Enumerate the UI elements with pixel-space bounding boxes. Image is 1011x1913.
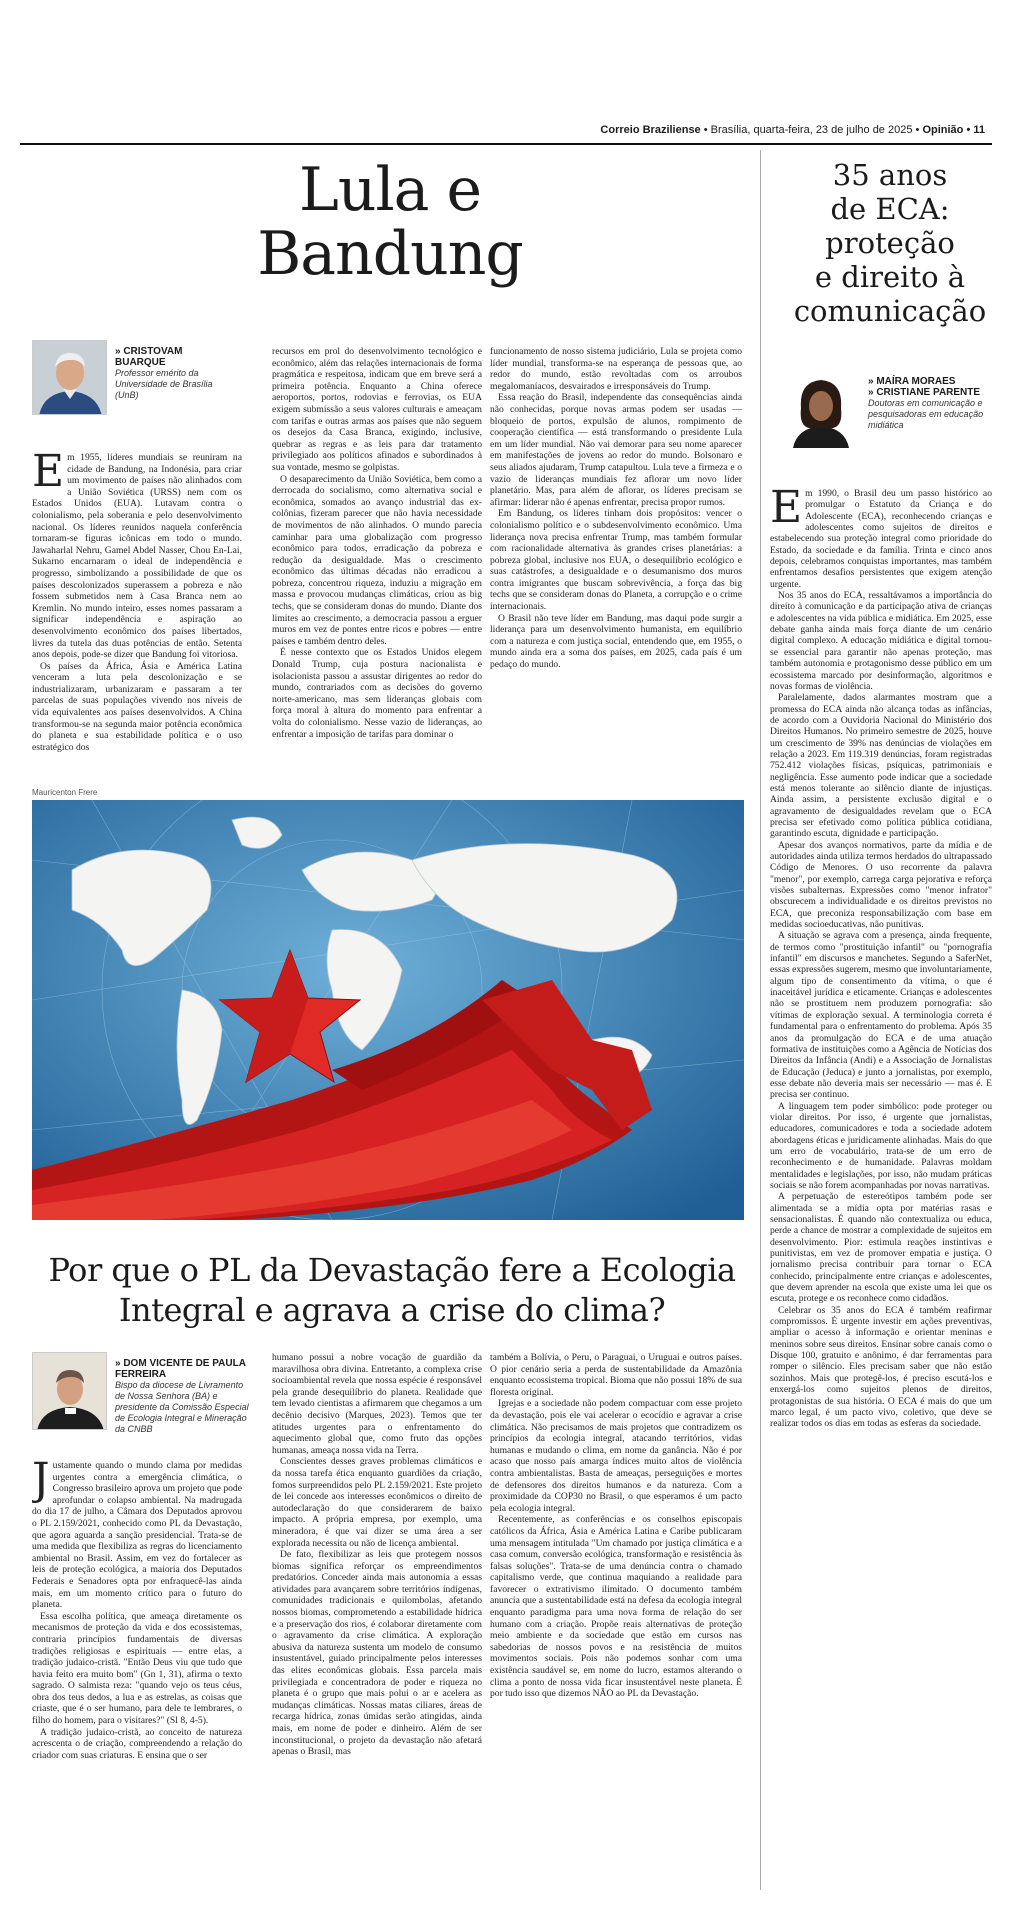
paragraph: Nos 35 anos do ECA, ressaltávamos a importância do direito à comunicação e da participação ativa de crianças e adolescentes na vida pública e midiática. Em 2025, esse debate ganha ainda mais força diante de um cenário digital complexo. A educação midiática e digital tornou-se essencial para garantir não apenas proteção, mas também autonomia e protagonismo desse público em um ecossistema marcado por desinformação, algoritmos e novas formas de violência.: [770, 590, 992, 692]
author-photo-maira-cristiane: [785, 368, 857, 448]
paragraph: Paralelamente, dados alarmantes mostram que a promessa do ECA ainda não alcança todas as infâncias, de acordo com a Ouvidoria Nacional do Ministério dos Direitos Humanos. No primeiro semestre de 2025, houve um crescimento de 39% nas denúncias de violações em relação a 2023. Em 119.319 denúncias, foram registradas 752.412 violações físicas, psíquicas, patrimoniais e negligência. Esse aumento pode indicar que a sociedade está menos tolerante ao silêncio diante de injustiças. Ainda assim, a persistente exclusão digital e o agravamento de desigualdades revelam que o ECA precisa ser efetivado como política pública cotidiana, garantindo escuta, dignidade e participação.: [770, 692, 992, 840]
paragraph: A tradição judaico-cristã, ao conceito de natureza acrescenta o de criação, compreendendo a relação do criador com suas criaturas. E ensina que o ser: [32, 1726, 242, 1761]
running-header: [250, 124, 985, 142]
drop-cap: E: [32, 452, 65, 497]
author-photo-dom-vicente: [32, 1352, 107, 1430]
illustration-map-star-flag: [32, 800, 744, 1220]
headline-line: proteção: [825, 226, 955, 260]
author-name: » CRISTOVAM BUARQUE: [115, 346, 183, 368]
article1-column-1: [32, 452, 242, 787]
paragraph: Conscientes desses graves problemas climáticos e da nossa tarefa ética enquanto guardiões da criação, fomos surpreendidos pelo PL 2.159/2021. Este projeto de lei concede aos interesses econômicos o direito de autodeclaração do que considerarem de baixo impacto. A própria empresa, por exemplo, uma mineradora, é que vai dizer se uma área a ser explorada necessita ou não de licença ambiental.: [272, 1456, 482, 1549]
paragraph: Em Bandung, os líderes tinham dois propósitos: vencer o colonialismo político e o subdesenvolvimento econômico. Uma liderança nova precisa enfrentar Trump, mas também formular com racionalidade alternativa às grandes crises planetárias: a pobreza global, inclusive nos EUA, o desequilíbrio ecológico e suas catástrofes, a desigualdade e o desumanismo dos muros contra imigrantes que buscam sobrevivência, a força das big techs que se consideram donas do Planeta, a corrupção e o crime internacionais.: [490, 508, 742, 613]
article2-column-1: [32, 1460, 242, 1885]
paragraph: funcionamento de nosso sistema judiciário, Lula se projeta como líder mundial, transforma-se na esperança de pessoas que, ao redor do mundo, estão revoltadas com os arroubos megalomaníacos, desvairados e irresponsáveis do Trump.: [490, 346, 742, 392]
paragraph: O desaparecimento da União Soviética, bem como a derrocada do socialismo, como alternativa social e econômica, somados ao avanço industrial das ex-colônias, fizeram parecer que não havia necessidade de movimentos de não alinhados. O mundo parecia caminhar para uma globalização com progresso econômico para todos, erradicação da pobreza e redução da desigualdade. Mas o crescimento econômico das últimas décadas não erradicou a pobreza, concentrou riqueza, induziu a migração em massa e provocou mudanças climáticas, criou as big techs, que se consideram donas do mundo. Diante dos limites ao crescimento, a democracia passou a erguer muros em vez de pontes entre ricos e pobres — entre países e também dentro deles.: [272, 473, 482, 647]
page-number: • 11: [966, 124, 985, 136]
paragraph: ustamente quando o mundo clama por medidas urgentes contra a emergência climática, o Congresso brasileiro aprova um projeto que pode aprofundar o colapso ambiental. Na madrugada do dia 17 de julho, a Câmara dos Deputados aprovou o PL 2.159/2021, conhecido como PL da Devastação, que agora aguarda a sanção presidencial. Trata-se de uma medida que flexibiliza as regras do licenciamento ambiental no Brasil. Assim, em vez do fortalecer as leis de proteção ecológica, a maioria dos Deputados Federais e Senadores opta por enfraquecê-las ainda mais, em um momento crítico para o futuro do planeta.: [32, 1460, 242, 1611]
paragraph: m 1955, líderes mundiais se reuniram na cidade de Bandung, na Indonésia, para criar um movimento de países não alinhados com a União Soviética (URSS) nem com os Estados Unidos (EUA). Lutavam contra o colonialismo, pela soberania e pelo desenvolvimento nacional. Os líderes reunidos naquela conferência tornaram-se figuras icônicas em todo o mundo. Jawaharlal Nehru, Gamel Abdel Nasser, Chou En-Lai, Sukarno encarnaram o ideal de independência e progresso, simbolizando a possibilidade de que os países descolonizados superassem a pobreza e não fossem submetidos nem à Casa Branca nem ao Kremlin. No mundo inteiro, esses nomes passaram a significar independência e aspiração ao desenvolvimento econômico dos países libertados, livres da tutela das duas potências de então. Setenta anos depois, pode-se dizer que Bandung foi vitoriosa.: [32, 452, 242, 661]
paragraph: De fato, flexibilizar as leis que protegem nossos biomas significa reforçar os empreendimentos predatórios. Conceder ainda mais autonomia a essas atividades para avançarem sobre territórios indígenas, comunidades tradicionais e quilombolas, afetando nossos biomas, comprometendo a estabilidade hídrica e a preservação dos rios, é colaborar diretamente com o agravamento da crise climática. A exploração abusiva da natureza sustenta um modelo de consumo insustentável, guiado principalmente pelos interesses das elites econômicas globais. Essa parcela mais privilegiada e concentradora de poder e riqueza no planeta é o grupo que mais polui o ar e acelera as mudanças climáticas. Nossas matas ciliares, áreas de recarga hídrica, zonas úmidas serão atingidas, ainda mais, em nome de poder e dinheiro. Além de ser inconstitucional, o projeto da devastação não afetará apenas o Brasil, mas: [272, 1549, 482, 1758]
paragraph: também a Bolívia, o Peru, o Paraguai, o Uruguai e outros países. O pior cenário seria a perda de sustentabilidade da Amazônia enquanto ecossistema tropical. Bioma que não possui 18% de sua floresta original.: [490, 1352, 742, 1398]
headline-line: Integral e agrava a crise do clima?: [118, 1291, 666, 1329]
header-rule: [20, 143, 992, 145]
paragraph: recursos em prol do desenvolvimento tecnológico e econômico, além das relações internacionais de forma pragmática e respeitosa, indicam que em breve será a primeira potência. Enquanto a China oferece aeroportos, portos, rodovias e ferrovias, os EUA exigem submissão a seus valores culturais e ameaçam com tarifas e outras armas aos países que não seguem os desejos da Casa Branca, exigindo, inclusive, quebrar as regras e as leis para dar tratamento privilegiado aos políticos afinados e subordinados à sua vontade, mesmo se golpistas.: [272, 346, 482, 473]
article1-column-3: [490, 346, 742, 787]
drop-cap: E: [770, 488, 803, 533]
headline-line: comunicação: [793, 294, 987, 328]
location-date: • Brasília, quarta-feira, 23 de julho de 2025 •: [703, 124, 920, 136]
article2-column-3: [490, 1352, 742, 1885]
byline-maira-cristiane: [868, 376, 993, 431]
article1-headline: [190, 155, 590, 289]
paragraph: Essa escolha política, que ameaça diretamente os mecanismos de proteção da vida e dos ecossistemas, contraria princípios fundamentais de diversas tradições religiosas e espirituais — entre elas, a tradição judaico-cristã. "Então Deus viu que tudo que havia feito era muito bom" (Gn 1, 31), afirma o texto sagrado. O salmista reza: "quando vejo os teus céus, obra dos teus dedos, a lua e as estrelas, as coisas que criaste, que é o ser humano, para dele te lembrares, o filho do homem, para o visitares?" (Sl 8, 4-5).: [32, 1610, 242, 1727]
article3-column: [770, 488, 992, 1888]
paragraph: O Brasil não teve líder em Bandung, mas daqui pode surgir a liderança para um desenvolvimento humanista, em equilíbrio com a natureza e com justiça social, entendendo que, em 1955, o mundo ainda era a soma dos países, em 2025, cada país é um pedaço do mundo.: [490, 612, 742, 671]
paragraph: A perpetuação de estereótipos também pode ser alimentada se a mídia opta por matérias rasas e sensacionalistas. É quando não contextualiza ou educa, perde a chance de mostrar a complexidade de sujeitos em desenvolvimento. Pior: estimula reações instintivas e punitivistas, em vez de promover empatia e justiça. O jornalismo precisa contribuir para tornar o ECA conhecido, principalmente entre crianças e adolescentes, que devem aprender na escola que existe uma lei que os escuta, protege e os reconhece como cidadãos.: [770, 1191, 992, 1305]
byline-dom-vicente: [115, 1358, 250, 1435]
drop-cap: J: [32, 1460, 50, 1505]
headline-line: Lula e: [298, 155, 482, 225]
article2-headline: [32, 1250, 752, 1330]
paragraph: Celebrar os 35 anos do ECA é também reafirmar compromissos. É urgente investir em ações preventivas, ampliar o acesso à informação e orientar meninas e meninos sobre seus direitos. Ensinar sobre canais como o Disque 100, gratuito e anônimo, é dar ferramentas para romper o silêncio. Eles precisam saber que não estão sozinhos. Mais que protegê-los, é preciso escutá-los e enxergá-los como sujeitos plenos de direitos, protagonistas de sua história. O ECA é mais do que um marco legal, é um pacto vivo, coletivo, que deve se realizar todos os dias em todas as esferas da sociedade.: [770, 1304, 992, 1430]
paragraph: m 1990, o Brasil deu um passo histórico ao promulgar o Estatuto da Criança e do Adolescente (ECA), reconhecendo crianças e adolescentes como sujeitos de direitos e estabelecendo sua proteção integral como prioridade do Estado, da sociedade e da família. Trinta e cinco anos depois, celebramos conquistas importantes, mas também enfrentamos desafios persistentes que exigem atenção urgente.: [770, 488, 992, 590]
newspaper-name: Correio Braziliense: [600, 124, 701, 136]
headline-line: Bandung: [257, 219, 523, 289]
author-photo-cristovam: [32, 340, 107, 415]
headline-line: de ECA:: [830, 192, 950, 226]
headline-line: 35 anos: [832, 158, 948, 192]
author-role: Doutoras em comunicação e pesquisadoras em educação midiática: [868, 398, 984, 430]
author-name: » CRISTIANE PARENTE: [868, 387, 981, 398]
paragraph: Os países da África, Ásia e América Latina venceram a luta pela descolonização e se industrializaram, urbanizaram e passaram a ter parcelas de suas populações vivendo nos níveis de vida equivalentes aos países desenvolvidos. A China transformou-se na segunda maior potência econômica do planeta e sua estabilidade política e o uso estratégico dos: [32, 660, 242, 753]
paragraph: Essa reação do Brasil, independente das consequências ainda não conhecidas, porque novas armas podem ser usadas — bloqueio de portos, expulsão de alunos, rompimento de cooperação científica — está transformando o presidente Lula em um líder mundial. Não vai demorar para seu nome aparecer em manifestações de jovens ao redor do mundo. Bolsonaro e seus aliados ajudaram, Trump catapultou. Lula teve a firmeza e o vazio de lideranças mundiais fez aflorar um novo líder planetário. Mas, para além de aflorar, os líderes precisam se afirmar: liderar não é apenas enfrentar, precisa propor rumos.: [490, 392, 742, 508]
paragraph: Apesar dos avanços normativos, parte da mídia e de autoridades ainda utiliza termos herdados do ultrapassado Código de Menores. O uso recorrente da palavra "menor", por exemplo, carrega carga pejorativa e reforça visões subalternas. Expressões como "menor infrator" obscurecem a individualidade e os direitos previstos no ECA, que preconiza responsabilização com base em medidas socioeducativas, não punitivas.: [770, 839, 992, 931]
author-role: Professor emérito da Universidade de Brasília (UnB): [115, 368, 213, 400]
illustration-credit: Mauricenton Frere: [32, 788, 98, 797]
article2-column-2: [272, 1352, 482, 1885]
headline-line: e direito à: [814, 260, 966, 294]
paragraph: Igrejas e a sociedade não podem compactuar com esse projeto da devastação, pois ele vai acelerar o ecocídio e agravar a crise climática. Não precisamos de mais projetos que contradizem os princípios da ecologia integral, atacando territórios, vidas humanas e mudando o clima, em nome da ganância. Não é por acaso que nosso país amarga índices muito altos de violência contra ambientalistas. Basta de ameaças, perseguições e mortes de defensores dos direitos humanos e da natureza. Com a proximidade da COP30 no Brasil, o que esperamos é um pacto pela ecologia integral.: [490, 1398, 742, 1514]
author-role: Bispo da diocese de Livramento de Nossa Senhora (BA) e presidente da Comissão Especial de Ecologia Integral e Mineração da CNBB: [115, 1380, 249, 1434]
paragraph: Recentemente, as conferências e os conselhos episcopais católicos da África, Ásia e América Latina e Caribe publicaram uma mensagem intitulada "Um chamado por justiça climática e a casa comum, conversão ecológica, transformação e resistência às falsas soluções". Trata-se de uma denúncia contra o chamado capitalismo verde, que continua maquiando a realidade para favorecer o extrativismo ilimitado. O documento também anuncia que a sustentabilidade está na defesa da ecologia integral enquanto paradigma para uma nova forma de relação do ser humano com a criação. Propõe reais alternativas de proteção meio ambiente e da sociedade que estão em cursos nas sabedorias de nossos povos e na resistência de muitos movimentos sociais. Pois não podemos sonhar com uma existência saudável se, em nome do lucro, estamos alterando o clima a ponto de nossa vida ficar insustentável neste planeta. É por tudo isso que dizemos NÃO ao PL da Devastação.: [490, 1514, 742, 1700]
byline-cristovam: [115, 346, 225, 401]
paragraph: A situação se agrava com a presença, ainda frequente, de termos como "prostituição infantil" ou "pornografia infantil" em discursos e manchetes. Segundo a SaferNet, essas expressões sugerem, mesmo que involuntariamente, algum tipo de consentimento da vítima, o que é inaceitável jurídica e eticamente. Crianças e adolescentes não se prostituem nem produzem pornografia: são vítimas de exploração sexual. A terminologia correta é fundamental para o enfrentamento do problema. Após 35 anos da promulgação do ECA e de uma atuação formativa de instituições como a Agência de Notícias dos Direitos da Infância (Andi) e a Associação de Jornalistas de Educação (Jeduca) e junto a jornalistas, por exemplo, esse debate não deveria mais ser necessário — mas é. E precisa ser continuo.: [770, 930, 992, 1101]
article1-column-2: [272, 346, 482, 787]
paragraph: A linguagem tem poder simbólico: pode proteger ou violar direitos. Por isso, é urgente que jornalistas, educadores, comunicadores e toda a sociedade adotem abordagens éticas e juridicamente alinhadas. Mais do que um erro de vocabulário, trata-se de um erro de reconhecimento e de humanidade. Palavras moldam mentalidades e legislações, por isso, não mudam práticas sociais se não forem acompanhadas por novas narrativas.: [770, 1100, 992, 1191]
author-name: » DOM VICENTE DE PAULA FERREIRA: [115, 1358, 246, 1380]
section-name: Opinião: [922, 124, 964, 136]
article3-headline: [785, 158, 995, 328]
headline-line: Por que o PL da Devastação fere a Ecologia: [48, 1251, 736, 1289]
author-name: » MAÍRA MORAES: [868, 376, 956, 387]
paragraph: humano possui a nobre vocação de guardião da maravilhosa obra divina. Entretanto, a complexa crise socioambiental revela que nossa espécie é responsável pela grande desequilíbrio do planeta. Realidade que tem levado cientistas a afirmarem que chegamos a um decênio decisivo (Marques, 2023). Temos que ter atitudes urgentes para o enfrentamento do aquecimento global que, como fruto das opções humanas, ameaça nossa vida na Terra.: [272, 1352, 482, 1456]
column-divider: [760, 150, 761, 1890]
paragraph: É nesse contexto que os Estados Unidos elegem Donald Trump, cuja postura nacionalista e isolacionista passou a assustar dirigentes ao redor do mundo, contrariados com as decisões do governo norte-americano, mas sem lideranças globais com força moral à altura do momento para enfrentar a volta do colonialismo. Nesse vazio de lideranças, ao enfrentar a imposição de tarifas para dominar o: [272, 647, 482, 740]
